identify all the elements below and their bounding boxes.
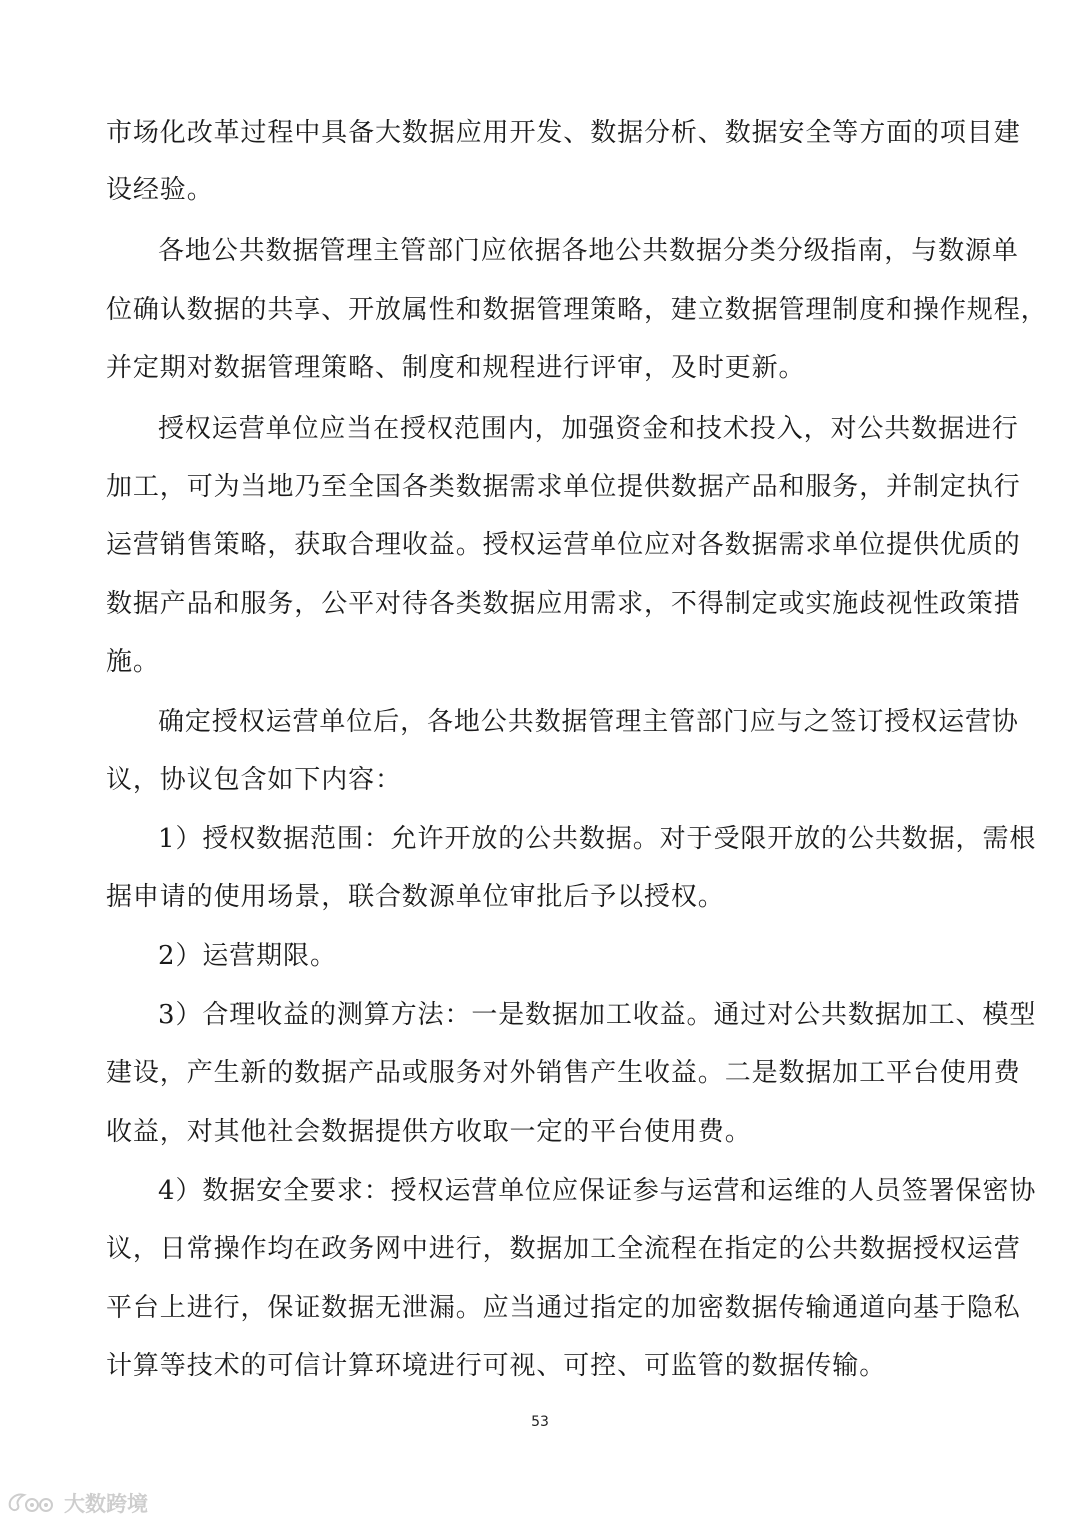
- text-line: 施。: [106, 647, 160, 677]
- text-line: 议，日常操作均在政务网中进行，数据加工全流程在指定的公共数据授权运营: [106, 1234, 1021, 1264]
- watermark: [6, 1488, 148, 1518]
- text-line: 议，协议包含如下内容：: [106, 765, 402, 795]
- text-line: 加工，可为当地乃至全国各类数据需求单位提供数据产品和服务，并制定执行: [106, 472, 1021, 502]
- paragraph-start-line: 各地公共数据管理主管部门应依据各地公共数据分类分级指南，与数源单: [158, 236, 1019, 266]
- text-line: 并定期对数据管理策略、制度和规程进行评审，及时更新。: [106, 353, 806, 383]
- text-line: 市场化改革过程中具备大数据应用开发、数据分析、数据安全等方面的项目建: [106, 118, 1021, 148]
- text-line: 平台上进行，保证数据无泄漏。应当通过指定的加密数据传输通道向基于隐私: [106, 1293, 1021, 1323]
- weibo-logo-icon: [6, 1489, 60, 1517]
- text-line: 收益，对其他社会数据提供方收取一定的平台使用费。: [106, 1117, 752, 1147]
- paragraph-start-line: 授权运营单位应当在授权范围内，加强资金和技术投入，对公共数据进行: [158, 414, 1019, 444]
- page-number: 53: [531, 1414, 549, 1430]
- text-line: 运营销售策略，获取合理收益。授权运营单位应对各数据需求单位提供优质的: [106, 530, 1021, 560]
- text-line: 设经验。: [106, 175, 214, 205]
- watermark-text: 大数跨境: [64, 1492, 148, 1516]
- list-item-1-line: 1）授权数据范围：允许开放的公共数据。对于受限开放的公共数据，需根: [158, 824, 1037, 854]
- paragraph-start-line: 确定授权运营单位后，各地公共数据管理主管部门应与之签订授权运营协: [158, 707, 1019, 737]
- text-line: 计算等技术的可信计算环境进行可视、可控、可监管的数据传输。: [106, 1351, 887, 1381]
- text-line: 建设，产生新的数据产品或服务对外销售产生收益。二是数据加工平台使用费: [106, 1058, 1021, 1088]
- text-line: 数据产品和服务，公平对待各类数据应用需求，不得制定或实施歧视性政策措: [106, 589, 1021, 619]
- text-line: 据申请的使用场景，联合数源单位审批后予以授权。: [106, 882, 725, 912]
- list-item-4-line: 4）数据安全要求：授权运营单位应保证参与运营和运维的人员签署保密协: [158, 1176, 1037, 1206]
- list-item-3-line: 3）合理收益的测算方法：一是数据加工收益。通过对公共数据加工、模型: [158, 1000, 1037, 1030]
- text-line: 位确认数据的共享、开放属性和数据管理策略，建立数据管理制度和操作规程，: [106, 295, 1048, 325]
- list-item-2-line: 2）运营期限。: [158, 941, 337, 971]
